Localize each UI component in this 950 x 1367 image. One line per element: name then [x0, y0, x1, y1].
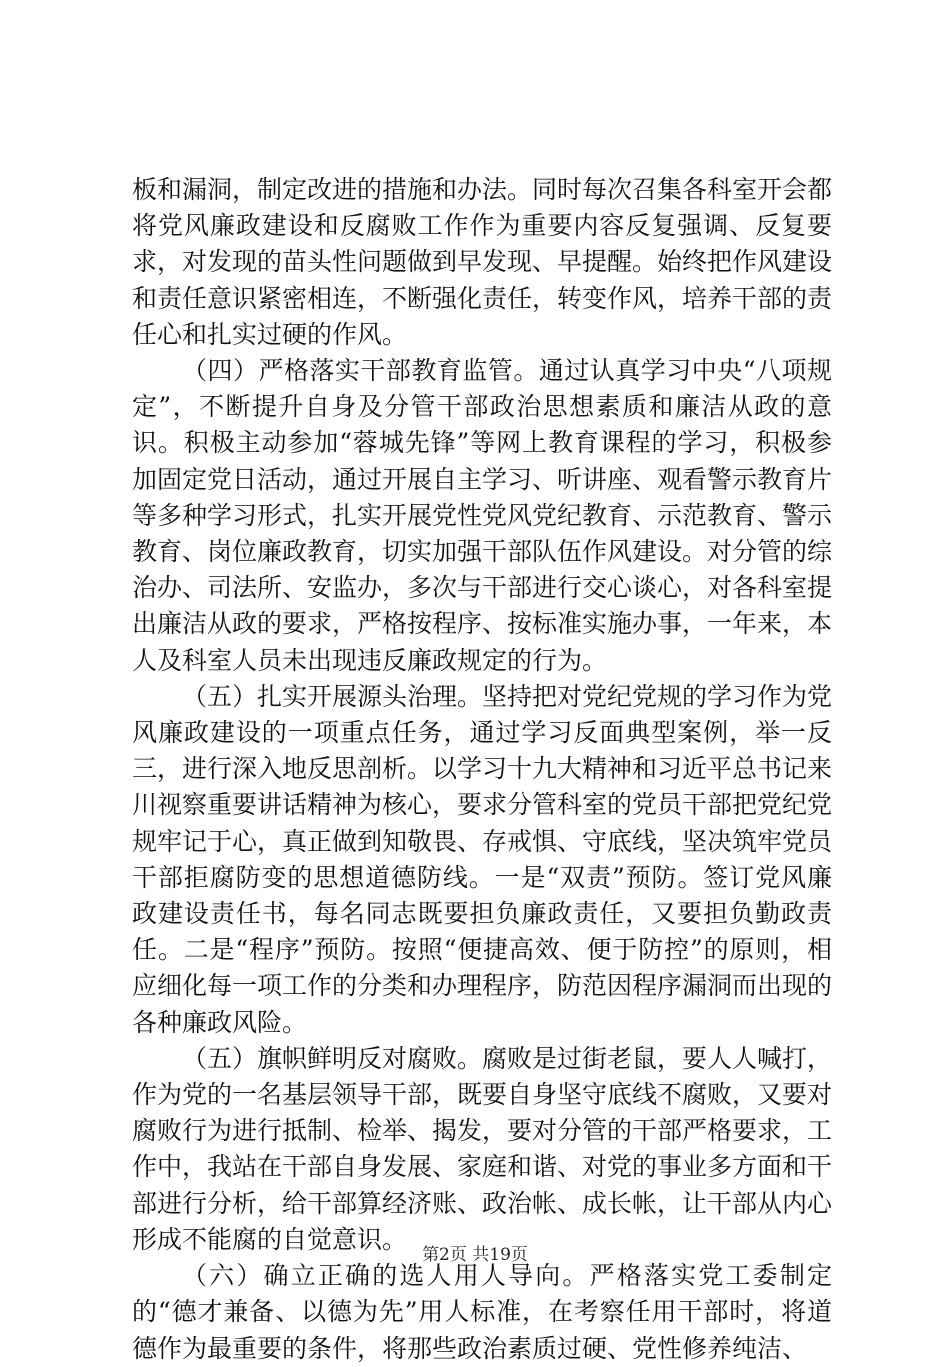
document-body [132, 172, 832, 1367]
paragraph-item-6: （六）确立正确的选人用人导向。严格落实党工委制定的“德才兼备、以德为先”用人标准，在考察任用干部时，将道德作为最重要的条件，将那些政治素质过硬、党性修养纯洁、 [132, 1261, 832, 1363]
paragraph-item-4: （四）严格落实干部教育监管。通过认真学习中央“八项规定”，不断提升自身及分管干部政治思想素质和廉洁从政的意识。积极主动参加“蓉城先锋”等网上教育课程的学习，积极参加固定党日活动，通过开展自主学习、听讲座、观看警示教育片等多种学习形式，扎实开展党性党风党纪教育、示范教育、警示教育、岗位廉政教育，切实加强干部队伍作风建设。对分管的综治办、司法所、安监办，多次与干部进行交心谈心，对各科室提出廉洁从政的要求，严格按程序、按标准实施办事，一年来，本人及科室人员未出现违反廉政规定的行为。 [132, 356, 833, 675]
paragraph-item-5a: （五）扎实开展源头治理。坚持把对党纪党规的学习作为党风廉政建设的一项重点任务，通过学习反面典型案例，举一反三，进行深入地反思剖析。以学习十九大精神和习近平总书记来川视察重要讲话精神为核心，要求分管科室的党员干部把党纪党规牢记于心，真正做到知敬畏、存戒惧、守底线，坚决筑牢党员干部拒腐防变的思想道德防线。一是“双责”预防。签订党风廉政建设责任书，每名同志既要担负廉政责任，又要担负勤政责任。二是“程序”预防。按照“便捷高效、便于防控”的原则，相应细化每一项工作的分类和办理程序，防范因程序漏洞而出现的各种廉政风险。 [132, 681, 833, 1037]
paragraph-continuation: 板和漏洞，制定改进的措施和办法。同时每次召集各科室开会都将党风廉政建设和反腐败工作作为重要内容反复强调、反复要求，对发现的苗头性问题做到早发现、早提醒。始终把作风建设和责任意识紧密相连，不断强化责任，转变作风，培养干部的责任心和扎实过硬的作风。 [132, 175, 833, 349]
paragraph-item-5b: （五）旗帜鲜明反对腐败。腐败是过街老鼠，要人人喊打，作为党的一名基层领导干部，既要自身坚守底线不腐败，又要对腐败行为进行抵制、检举、揭发，要对分管的干部严格要求，工作中，我站在干部自身发展、家庭和谐、对党的事业多方面和干部进行分析，给干部算经济账、政治帐、成长帐，让干部从内心形成不能腐的自觉意识。 [132, 1043, 833, 1254]
page-number-footer: 第2页 共19页 [422, 1245, 528, 1265]
